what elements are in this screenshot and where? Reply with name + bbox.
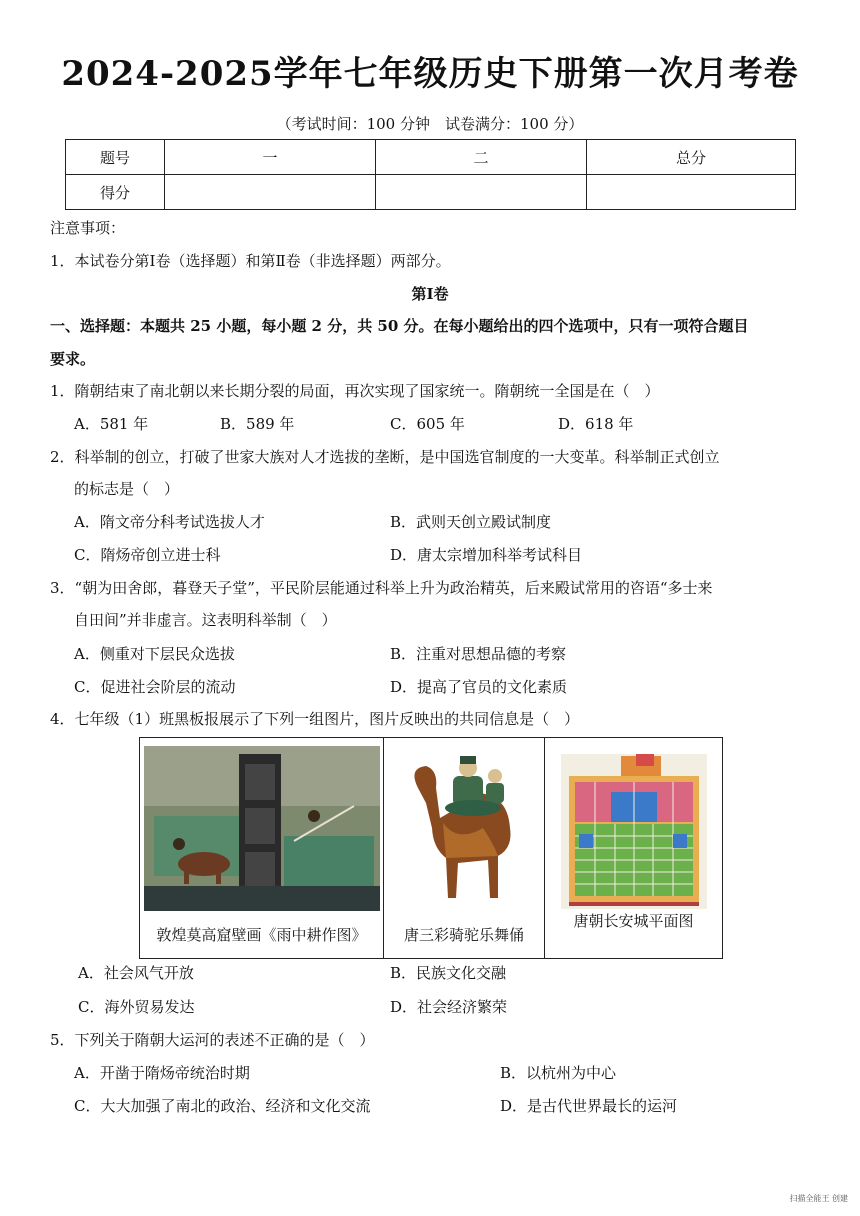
- tang-sancai-camel-image: [398, 748, 528, 908]
- q3-option-c: C．促进社会阶层的流动: [74, 678, 236, 696]
- q1-option-d: D．618 年: [558, 415, 634, 433]
- q2-option-c: C．隋炀帝创立进士科: [74, 546, 221, 564]
- question-4-stem: 4．七年级（1）班黑板报展示了下列一组图片，图片反映出的共同信息是（ ）: [50, 710, 580, 728]
- q4-image-panel: [139, 737, 723, 959]
- score-cell-part2: [376, 175, 587, 210]
- score-header-label: 题号: [66, 140, 165, 175]
- caption-mural: 敦煌莫高窟壁画《雨中耕作图》: [156, 926, 367, 944]
- q4-option-a: A．社会风气开放: [78, 964, 194, 982]
- exam-title: 2024-2025学年七年级历史下册第一次月考卷: [61, 54, 799, 94]
- q5-option-d: D．是古代世界最长的运河: [500, 1097, 678, 1115]
- q4-option-d: D．社会经济繁荣: [390, 998, 508, 1016]
- scanner-watermark: 扫描全能王 创建: [789, 1194, 848, 1203]
- question-5-stem: 5．下列关于隋朝大运河的表述不正确的是（ ）: [50, 1031, 375, 1049]
- camel-image-cell: [384, 738, 545, 958]
- q5-option-c: C．大大加强了南北的政治、经济和文化交流: [74, 1097, 371, 1115]
- question-2-stem: 2．科举制的创立，打破了世家大族对人才选拔的垄断，是中国选官制度的一大变革。科举制正式创立: [50, 448, 720, 466]
- q4-option-b: B．民族文化交融: [390, 964, 507, 982]
- q5-option-b: B．以杭州为中心: [500, 1064, 617, 1082]
- notice-heading: 注意事项：: [50, 219, 126, 237]
- q3-option-d: D．提高了官员的文化素质: [390, 678, 568, 696]
- exam-subtitle: （考试时间：100 分钟 试卷满分：100 分）: [276, 115, 584, 133]
- section-description: 一、选择题：本题共 25 小题，每小题 2 分，共 50 分。在每小题给出的四个选项中，只有一项符合题目: [50, 317, 749, 335]
- q1-option-c: C．605 年: [390, 415, 465, 433]
- section-title: 第Ⅰ卷: [411, 285, 449, 303]
- q1-option-b: B．589 年: [220, 415, 295, 433]
- score-table-row: [66, 140, 796, 175]
- notice-item-1: 1．本试卷分第Ⅰ卷（选择题）和第Ⅱ卷（非选择题）两部分。: [50, 252, 451, 270]
- question-1-stem: 1．隋朝结束了南北朝以来长期分裂的局面，再次实现了国家统一。隋朝统一全国是在（ ）: [50, 382, 660, 400]
- score-header-part1: 一: [165, 140, 376, 175]
- score-row-label: 得分: [66, 175, 165, 210]
- changan-city-map-image: [561, 754, 707, 909]
- score-header-total: 总分: [587, 140, 796, 175]
- q3-option-a: A．侧重对下层民众选拔: [74, 645, 235, 663]
- caption-camel: 唐三彩骑驼乐舞俑: [403, 926, 524, 944]
- q2-option-a: A．隋文帝分科考试选拔人才: [74, 513, 265, 531]
- q5-option-a: A．开凿于隋炀帝统治时期: [74, 1064, 250, 1082]
- caption-changan: 唐朝长安城平面图: [573, 912, 694, 930]
- question-2-stem-cont: 的标志是（ ）: [74, 480, 180, 498]
- score-cell-part1: [165, 175, 376, 210]
- changan-image-cell: [545, 738, 722, 958]
- mural-image-cell: [140, 738, 384, 958]
- score-header-part2: 二: [376, 140, 587, 175]
- question-3-stem-cont: 自田间”并非虚言。这表明科举制（ ）: [74, 611, 337, 629]
- score-table-row: [66, 175, 796, 210]
- q2-option-b: B．武则天创立殿试制度: [390, 513, 552, 531]
- q3-option-b: B．注重对思想品德的考察: [390, 645, 567, 663]
- dunhuang-mural-image: [144, 746, 380, 911]
- q1-option-a: A．581 年: [74, 415, 149, 433]
- score-cell-total: [587, 175, 796, 210]
- section-description-cont: 要求。: [50, 350, 96, 368]
- q2-option-d: D．唐太宗增加科举考试科目: [390, 546, 583, 564]
- q4-option-c: C．海外贸易发达: [78, 998, 195, 1016]
- question-3-stem: 3．“朝为田舍郎，暮登天子堂”，平民阶层能通过科举上升为政治精英，后来殿试常用的咨语“多士来: [50, 579, 713, 597]
- score-table: [65, 139, 796, 210]
